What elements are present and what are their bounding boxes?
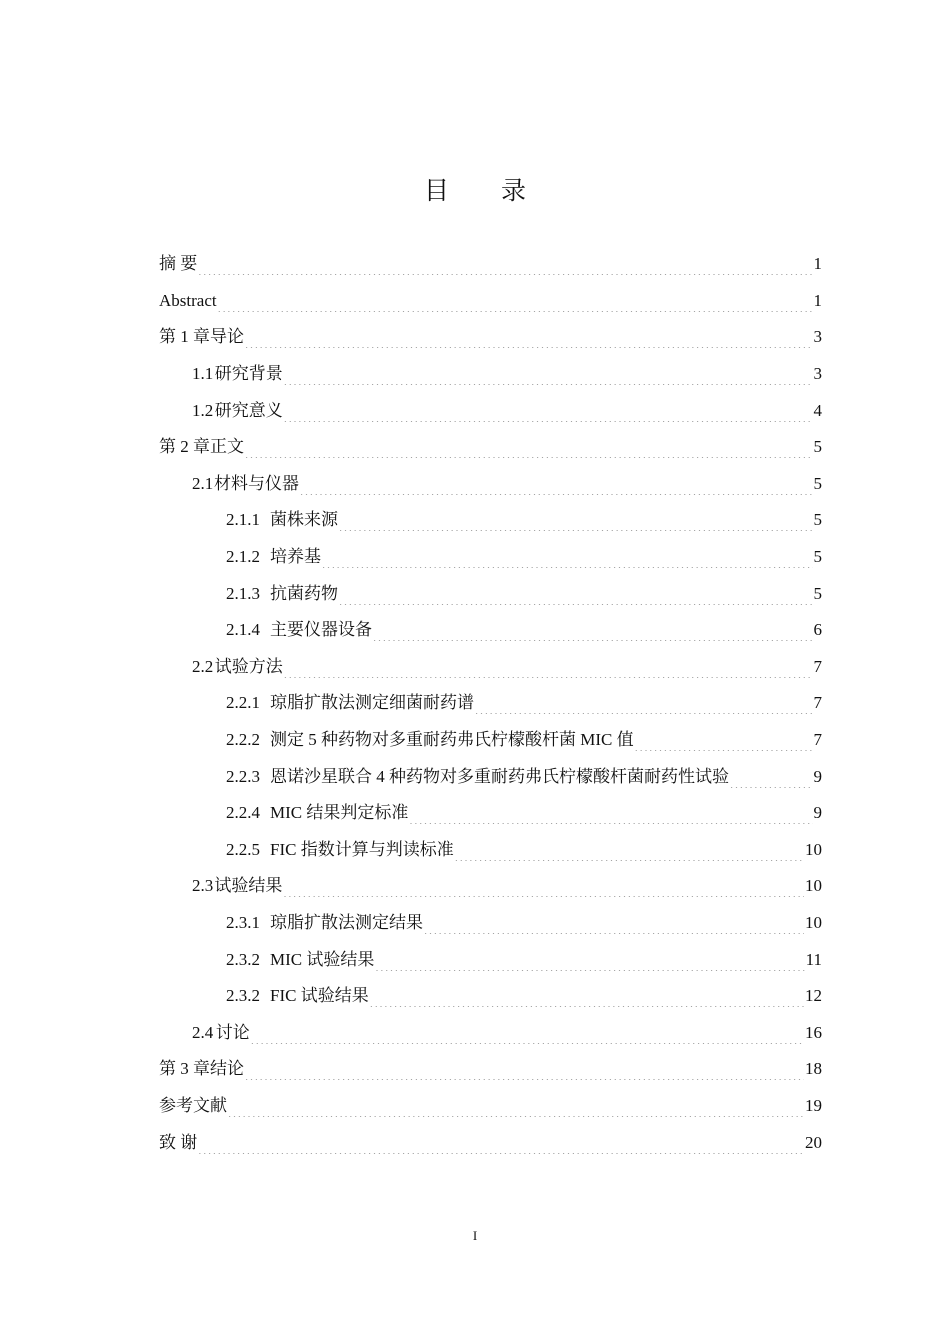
toc-entry-number: 2.3.2 [226, 949, 260, 969]
toc-entry-number: 2.1.3 [226, 583, 260, 603]
toc-entry[interactable] [159, 978, 822, 1015]
toc-leader-dots [218, 298, 813, 312]
toc-entry[interactable] [159, 283, 822, 320]
toc-entry-page: 3 [813, 327, 822, 347]
toc-leader-dots [373, 627, 813, 641]
toc-entry[interactable] [159, 722, 822, 759]
toc-entry-page: 16 [805, 1022, 822, 1042]
toc-leader-dots [283, 883, 804, 897]
toc-leader-dots [455, 847, 804, 861]
toc-entry-number: 第 2 章 [159, 437, 210, 457]
toc-entry-number: 2.1 [192, 473, 214, 493]
toc-entry-page: 5 [813, 547, 822, 567]
toc-entry-number: 2.2.1 [226, 693, 260, 713]
toc-entry[interactable] [159, 539, 822, 576]
toc-leader-dots [284, 408, 813, 422]
toc-entry-page: 5 [813, 510, 822, 530]
toc-entry-title: 琼脂扩散法测定结果 [270, 912, 423, 932]
toc-entry-number: 2.3.1 [226, 912, 260, 932]
toc-entry[interactable] [159, 758, 822, 795]
toc-entry-page: 5 [813, 583, 822, 603]
toc-entry[interactable] [159, 356, 822, 393]
toc-entry-title: 讨论 [215, 1022, 250, 1042]
toc-entry-number: 2.1.4 [226, 620, 260, 640]
toc-entry-page: 4 [813, 400, 822, 420]
toc-entry[interactable] [159, 392, 822, 429]
toc-leader-dots [228, 1103, 804, 1117]
toc-entry-page: 5 [813, 437, 822, 457]
toc-entry-title: 研究意义 [214, 400, 283, 420]
toc-leader-dots [245, 444, 813, 458]
toc-entry-number: 2.2 [192, 656, 214, 676]
toc-entry-number: 2.2.5 [226, 839, 260, 859]
toc-entry[interactable] [159, 1014, 822, 1051]
toc-entry-number: 2.2.4 [226, 803, 260, 823]
toc-entry-title: 试验结果 [214, 876, 283, 896]
toc-entry-page: 6 [813, 620, 822, 640]
toc-entry-number: 1.2 [192, 400, 214, 420]
toc-entry-title: 材料与仪器 [214, 473, 300, 493]
toc-leader-dots [300, 481, 812, 495]
toc-entry-title: 致 谢 [159, 1132, 198, 1152]
toc-entry[interactable] [159, 1051, 822, 1088]
toc-entry[interactable] [159, 685, 822, 722]
toc-entry-title: Abstract [159, 290, 217, 310]
toc-entry-title: 恩诺沙星联合 4 种药物对多重耐药弗氏柠檬酸杆菌耐药性试验 [270, 766, 729, 786]
toc-entry[interactable] [159, 832, 822, 869]
toc-entry[interactable] [159, 905, 822, 942]
toc-entry-page: 11 [805, 949, 822, 969]
toc-leader-dots [245, 334, 813, 348]
toc-entry-title: 主要仪器设备 [270, 620, 372, 640]
toc-entry-title: FIC 试验结果 [270, 986, 369, 1006]
toc-leader-dots [409, 810, 812, 824]
toc-entry-number: 1.1 [192, 364, 214, 384]
toc-entry-page: 7 [813, 730, 822, 750]
toc-entry-page: 3 [813, 364, 822, 384]
toc-entry-page: 7 [813, 656, 822, 676]
toc-entry[interactable] [159, 612, 822, 649]
toc-entry-number: 2.2.3 [226, 766, 260, 786]
toc-entry-page: 1 [813, 290, 822, 310]
toc-leader-dots [370, 993, 804, 1007]
toc-leader-dots [475, 700, 813, 714]
toc-entry-title: FIC 指数计算与判读标准 [270, 839, 454, 859]
toc-entry[interactable] [159, 795, 822, 832]
toc-entry-number: 第 3 章 [159, 1059, 210, 1079]
toc-entry-title: 参考文献 [159, 1095, 227, 1115]
toc-entry[interactable] [159, 429, 822, 466]
toc-entry-page: 10 [805, 876, 822, 896]
toc-entry-number: 2.4 [192, 1022, 214, 1042]
toc-leader-dots [339, 591, 813, 605]
toc-leader-dots [322, 554, 813, 568]
toc-leader-dots [635, 737, 813, 751]
toc-entry-page: 10 [805, 839, 822, 859]
toc-entry-page: 18 [805, 1059, 822, 1079]
page-title: 目 录 [424, 176, 548, 205]
toc-entry[interactable] [159, 466, 822, 503]
toc-entry-page: 20 [805, 1132, 822, 1152]
toc-leader-dots [424, 920, 804, 934]
toc-entry-title: 正文 [210, 437, 244, 457]
toc-entry-title: 测定 5 种药物对多重耐药弗氏柠檬酸杆菌 MIC 值 [270, 730, 634, 750]
toc-leader-dots [375, 957, 804, 971]
toc-leader-dots [245, 1066, 804, 1080]
toc-entry-page: 9 [813, 803, 822, 823]
toc-entry[interactable] [159, 1124, 822, 1161]
toc-entry-page: 7 [813, 693, 822, 713]
toc-leader-dots [339, 517, 813, 531]
toc-entry-number: 2.2.2 [226, 730, 260, 750]
toc-entry[interactable] [159, 575, 822, 612]
toc-entry-title: MIC 试验结果 [270, 949, 375, 969]
toc-entry[interactable] [159, 1088, 822, 1125]
toc-entry-title: 研究背景 [214, 364, 283, 384]
toc-entry-title: 琼脂扩散法测定细菌耐药谱 [270, 693, 474, 713]
toc-entry-title: 培养基 [270, 547, 321, 567]
toc-leader-dots [251, 1030, 804, 1044]
toc-entry-title: 菌株来源 [270, 510, 338, 530]
toc-leader-dots [730, 774, 813, 788]
toc-entry-page: 5 [813, 473, 822, 493]
toc-entry-title: 抗菌药物 [270, 583, 338, 603]
toc-entry[interactable] [159, 246, 822, 283]
toc-entry-page: 10 [805, 912, 822, 932]
toc-entry[interactable] [159, 868, 822, 905]
toc-entry-title: MIC 结果判定标准 [270, 803, 409, 823]
toc-entry-title: 摘 要 [159, 254, 198, 274]
toc-leader-dots [198, 1140, 804, 1154]
page-number: I [472, 1228, 478, 1243]
toc-leader-dots [284, 664, 813, 678]
toc-entry-page: 9 [813, 766, 822, 786]
toc-entry-page: 19 [805, 1095, 822, 1115]
toc-entry-page: 12 [805, 986, 822, 1006]
toc-entry-number: 2.3 [192, 876, 214, 896]
toc-leader-dots [284, 371, 813, 385]
toc-leader-dots [198, 261, 812, 275]
toc-entry-title: 导论 [210, 327, 244, 347]
toc-entry[interactable] [159, 649, 822, 686]
toc-entry-number: 2.3.2 [226, 986, 260, 1006]
toc-entry-number: 2.1.1 [226, 510, 260, 530]
table-of-contents [159, 246, 822, 1161]
toc-entry-number: 2.1.2 [226, 547, 260, 567]
toc-entry[interactable] [159, 502, 822, 539]
toc-entry[interactable] [159, 941, 822, 978]
toc-entry-page: 1 [813, 254, 822, 274]
toc-entry[interactable] [159, 319, 822, 356]
toc-entry-number: 第 1 章 [159, 327, 210, 347]
toc-entry-title: 试验方法 [214, 656, 283, 676]
toc-entry-title: 结论 [210, 1059, 244, 1079]
